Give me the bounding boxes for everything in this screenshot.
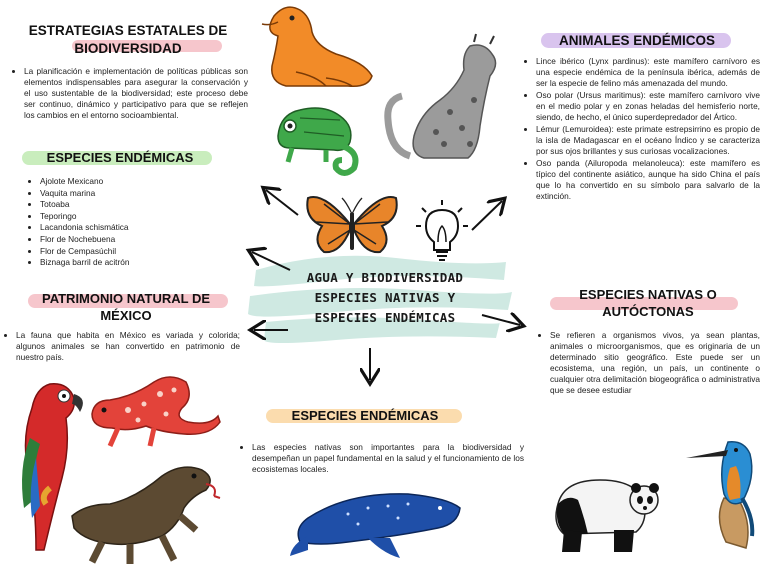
list-item: • Flor de Nochebuena [40, 234, 228, 246]
estrategias-title: ESTRATEGIAS ESTATALES DE BIODIVERSIDAD [28, 23, 228, 56]
panda-icon [544, 470, 664, 554]
especies-endemicas-title: ESPECIES ENDÉMICAS [46, 150, 194, 165]
arrow-right-lower [482, 315, 520, 325]
center-title-line-1: AGUA Y BIODIVERSIDAD [306, 270, 464, 285]
salamander-icon [84, 374, 224, 458]
list-item: • Ajolote Mexicano [40, 176, 228, 188]
sea-lion-icon [256, 2, 376, 94]
arrow-left-upper [252, 252, 290, 270]
list-item: • Flor de Cempasúchil [40, 246, 228, 258]
nativas-text: • Se refieren a organismos vivos, ya sean plantas, animales o microorganismos, que es originaria de un determinado sitio geográfico. Este puede ser un ecosistema, una región, un país, un continente o cualquier otra delimitación biogeográfica o administrativa que se desee estudiar [550, 330, 760, 396]
estrategias-text: • La planificación e implementación de políticas públicas son elementos indispensables para asegurar la conservación y el uso sustentable de la biodiversidad; este proceso debe ser continuo, dinámico y participativo para que se reflejen los cambios en el entorno socioambiental. [24, 66, 248, 121]
endemicas-bottom-title: ESPECIES ENDÉMICAS [291, 408, 439, 423]
animal-item: • Oso panda (Ailuropoda melanoleuca): este mamífero es típico del continente asiático, aunque ha sido China el país que lo ha convertido en su símbolo para salvarlo de la extinción. [536, 158, 760, 202]
arrow-up-right [472, 201, 502, 230]
list-item: • Totoaba [40, 199, 228, 211]
light-bulb-icon [414, 198, 470, 264]
whale-icon [288, 484, 464, 562]
kingfisher-icon [684, 438, 764, 550]
center-title-line-2: ESPECIES NATIVAS Y [314, 290, 456, 305]
list-item: • Biznaga barril de acitrón [40, 257, 228, 269]
animal-item: • Oso polar (Ursus maritimus): este mamífero carnívoro vive en el medio polar y en zonas heladas del hemisferio norte, siendo, de hecho, el único superdepredador del Ártico. [536, 90, 760, 123]
butterfly-icon [304, 190, 400, 260]
nativas-title: ESPECIES NATIVAS O AUTÓCTONAS [579, 287, 717, 319]
patrimonio-title: PATRIMONIO NATURAL DE MÉXICO [41, 291, 211, 323]
patrimonio-text: • La fauna que habita en México es variada y colorida; algunos animales se han convertido en patrimonio de nuestro país. [16, 330, 240, 363]
chameleon-icon [270, 96, 362, 180]
animal-item: • Lince ibérico (Lynx pardinus): este mamífero carnívoro es una especie endémica de la península ibérica, además de ser la especie de felino más amenazada del mundo. [536, 56, 760, 89]
animal-item: • Lémur (Lemuroidea): este primate estrepsirrino es propio de la isla de Madagascar en el océano Índico y se caracteriza por sus ojos brillantes y sus curiosas vocalizaciones. [536, 124, 760, 157]
animales-title: ANIMALES ENDÉMICOS [558, 33, 715, 48]
list-item: • Lacandonia schismática [40, 222, 228, 234]
endemicas-bottom-text: • Las especies nativas son importantes para la biodiversidad y desempeñan un papel fundamental en la salud y el funcionamiento de los ecosistemas locales. [252, 442, 524, 475]
center-title-line-3: ESPECIES ENDÉMICAS [314, 310, 456, 325]
arrow-up-left [266, 190, 298, 215]
lynx-icon [380, 40, 516, 162]
list-item: • Vaquita marina [40, 188, 228, 200]
list-item: • Teporingo [40, 211, 228, 223]
komodo-dragon-icon [66, 456, 222, 568]
